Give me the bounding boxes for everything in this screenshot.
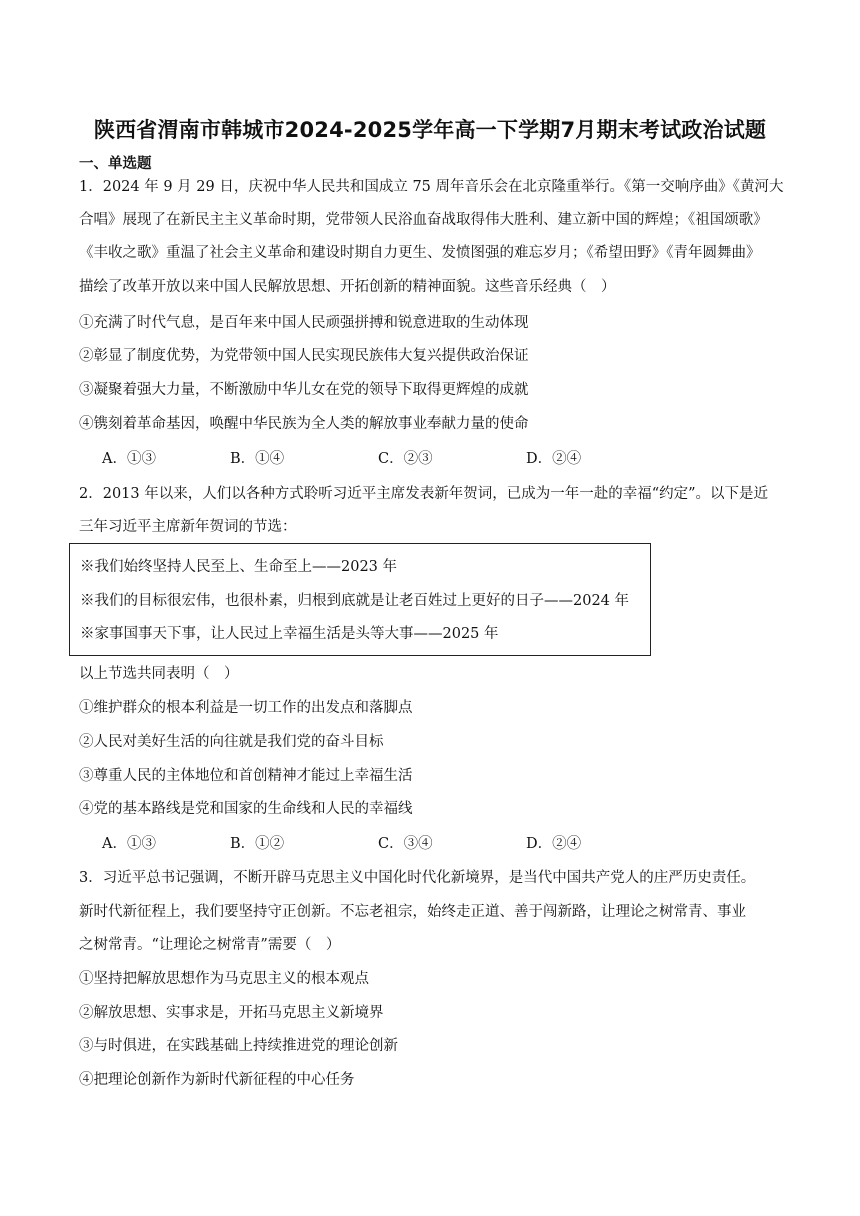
question-3-statement: ①坚持把解放思想作为马克思主义的根本观点: [79, 971, 369, 987]
quote-line: ※我们始终坚持人民至上、生命至上——2023 年: [80, 559, 398, 575]
question-1-statement: ②彰显了制度优势，为党带领中国人民实现民族伟大复兴提供政治保证: [79, 348, 529, 364]
option-c[interactable]: C．③④: [378, 836, 433, 852]
option-a[interactable]: A．①③: [102, 836, 156, 852]
option-b[interactable]: B．①②: [230, 836, 285, 852]
question-3-stem-line: 3．习近平总书记强调，不断开辟马克思主义中国化时代化新境界，是当代中国共产党人的庄严历史责任。: [79, 870, 756, 886]
option-a[interactable]: A．①③: [102, 451, 156, 467]
question-1-statement: ④镌刻着革命基因，唤醒中华民族为全人类的解放事业奉献力量的使命: [79, 416, 529, 432]
option-c[interactable]: C．②③: [378, 451, 433, 467]
page-title: 陕西省渭南市韩城市2024-2025学年高一下学期7月期末考试政治试题: [93, 118, 767, 142]
quote-box: [69, 543, 651, 656]
question-2-statement: ②人民对美好生活的向往就是我们党的奋斗目标: [79, 734, 384, 750]
question-3-statement: ②解放思想、实事求是，开拓马克思主义新境界: [79, 1005, 384, 1021]
question-2-stem-line: 2．2013 年以来，人们以各种方式聆听习近平主席发表新年贺词，已成为一年一赴的幸福“约定”。以下是近: [79, 486, 769, 502]
question-2-question: 以上节选共同表明（ ）: [79, 666, 239, 682]
option-b[interactable]: B．①④: [230, 451, 285, 467]
quote-line: ※家事国事天下事，让人民过上幸福生活是头等大事——2025 年: [80, 626, 499, 642]
option-d[interactable]: D．②④: [526, 836, 582, 852]
question-1-stem-line: 合唱》展现了在新民主主义革命时期，党带领人民浴血奋战取得伟大胜利、建立新中国的辉煌；《祖国颂歌》: [79, 212, 768, 228]
question-1-stem-line: 描绘了改革开放以来中国人民解放思想、开拓创新的精神面貌。这些音乐经典（ ）: [79, 279, 616, 295]
question-3-stem-line: 之树常青。“让理论之树常青”需要（ ）: [79, 937, 341, 953]
section-heading: 一、单选题: [79, 156, 152, 172]
quote-line: ※我们的目标很宏伟，也很朴素，归根到底就是让老百姓过上更好的日子——2024 年: [80, 593, 630, 609]
question-1-statement: ③凝聚着强大力量，不断激励中华儿女在党的领导下取得更辉煌的成就: [79, 382, 529, 398]
question-3-stem-line: 新时代新征程上，我们要坚持守正创新。不忘老祖宗，始终走正道、善于闯新路，让理论之树常青、事业: [79, 904, 746, 920]
question-1-stem-line: 《丰收之歌》重温了社会主义革命和建设时期自力更生、发愤图强的难忘岁月；《希望田野》《青年圆舞曲》: [79, 245, 761, 261]
question-3-statement: ④把理论创新作为新时代新征程的中心任务: [79, 1072, 355, 1088]
question-1-statement: ①充满了时代气息，是百年来中国人民顽强拼搏和锐意进取的生动体现: [79, 315, 529, 331]
option-d[interactable]: D．②④: [526, 451, 582, 467]
question-2-statement: ③尊重人民的主体地位和首创精神才能过上幸福生活: [79, 768, 413, 784]
question-3-statement: ③与时俱进，在实践基础上持续推进党的理论创新: [79, 1038, 398, 1054]
question-1-stem-line: 1．2024 年 9 月 29 日，庆祝中华人民共和国成立 75 周年音乐会在北京隆重举行。《第一交响序曲》《黄河大: [79, 179, 784, 195]
question-2-statement: ①维护群众的根本利益是一切工作的出发点和落脚点: [79, 700, 413, 716]
question-2-stem-line: 三年习近平主席新年贺词的节选：: [79, 519, 297, 535]
question-2-statement: ④党的基本路线是党和国家的生命线和人民的幸福线: [79, 801, 413, 817]
